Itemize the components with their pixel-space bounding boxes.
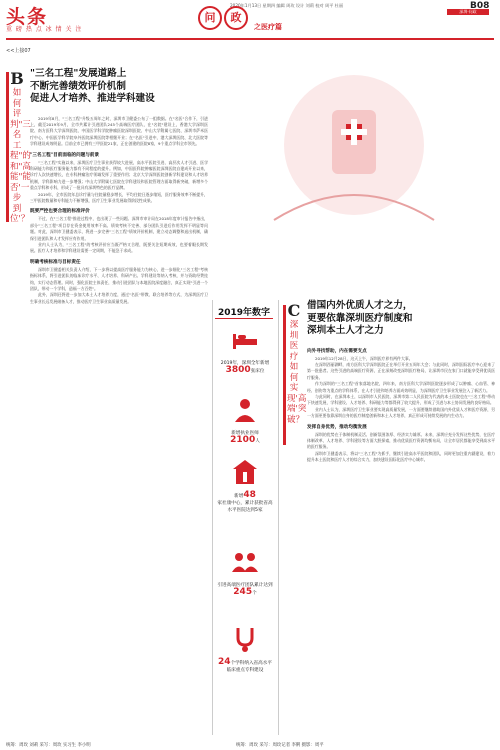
article-c-subhead-1: 向外寻找帮助，内在需要支点 xyxy=(307,348,367,354)
article-c-subhead-2: 发挥自身优势，推动均衡发展 xyxy=(307,424,367,430)
continued-from-marker: <<上接07 xyxy=(6,48,31,54)
stat-teams-pre: 引进高端医疗团队累计达到 xyxy=(217,583,273,588)
byline-right: 统筹：周玫 采写：周玫记者 李俐 摄影：周平 xyxy=(236,743,324,748)
article-b-para-5: 深圳市卫健委相关负责人介绍，下一步将以提高医疗服务能力为核心，进一步细化"三名工程"考核指标体系，将引进团队的临床诊疗水平、人才培养、科研产出、学科建设等纳入考核，并与资助经费挂钩，实行动态管理。同时，强化医院主体责任，推动引进团队与本地医院深度融合，真正实现"引进一个团队，带动一个学科，造福一方百姓"。 xyxy=(30,266,208,292)
stat-beds-post: 张床位 xyxy=(250,369,265,374)
article-c-para-4: 与此同时，在深圳本土，以深圳市人民医院、深圳市第二人民医院为代表的本土医院也在"三名工程"带动下快速发展，学科建设、人才培养、科研能力等都得到了较大提升，形成了引进与本土协同发展的良好格局。 xyxy=(307,393,495,406)
stat-community-value: 48 xyxy=(243,490,256,500)
byline-left: 统筹：周玫 刘莉 采写：周玫 实习生 李小明 xyxy=(6,743,91,748)
left-vertical-question: 如何评判"三名工程"的和"高能"能否'一步到位'？ xyxy=(10,88,31,224)
stat-community-pre: 新增 xyxy=(234,494,244,499)
article-b-headline-3: 促进人才培养、推进学科建设 xyxy=(30,93,155,104)
clinic-icon xyxy=(230,458,260,486)
section-name: 之医疗篇 xyxy=(254,23,282,31)
stamp-zheng: 政 xyxy=(224,6,248,30)
article-b-para-2: 2019年，全市医院年总诊疗量与住院量稳步增长，平均住院日逐步缩短，医疗服务效率不断提升，三甲医院数量和专科能力不断增强，医疗卫生事业发展取得阶段性成果。 xyxy=(30,191,208,203)
stat-doctors-post: 人 xyxy=(255,439,260,444)
stat-doctors xyxy=(217,396,273,445)
hospital-bed-icon xyxy=(230,326,260,354)
article-b-lead: 2019年8月，"三名工程"升级五周年之时，深圳市卫健委公布了一组数据。在"名医"合作下，引进上，截至2019年9月，全市共累计引进团队245个高端医疗团队，在"名院"建设上，香港大学深圳医院、南方医科大学深圳医院、中国医学科学院肿瘤医院深圳医院、中山大学附属七医院、深圳市萨米医疗中心、中国医学科学院阜外医院深圳医院等相继开业；在"名医"引进中，港大深圳医院、北大医院等学科建设成效明显。目前全市已拥有三甲医院21家，正在创建的医院8家，9个重点学科全市领先。 xyxy=(30,115,208,147)
stat-doctors-pre: 新增执业医师 xyxy=(231,431,259,436)
left-vertical-title xyxy=(10,69,31,225)
article-c-para-1: 2019年12月28日，这天上午，深圳医疗界有两件大事。 xyxy=(315,355,413,361)
article-c-headline-2: 更要依靠深圳医疗制度和 xyxy=(307,312,413,324)
article-b-headline-1: "三名工程"发展道路上 xyxy=(30,68,127,79)
article-b-para-1: "三名工程"实施以来，深圳医疗卫生事业获得较大进展，高水平医院引进、高层次人才引进、医学科研能力和医疗服务能力都有不同程度的提升。例如，中国医科院肿瘤医院深圳医院自建成开业以来，诊疗人次快速增长，在专科肿瘤治疗领域发挥了重要作用；北京大学深圳医院创新学科建设和人才培养机制，学科影响力进一步增强；中山大学附属七医院在学科建设和医院管理方面取得新突破，新增多个重点学科和专科，形成了一批具有深圳特色的医疗品牌。 xyxy=(30,159,208,191)
article-c-para-2: 在深圳西丽湖畔，南方医科大学深圳医院正在举行开业五周年大会；与此同时，深圳国际医疗中心迎来了第一批患者。这些引进的高端医疗资源，正在深刻改变深圳医疗格局，让深圳市民在家门口就能享受到优质医疗服务。 xyxy=(307,361,495,380)
column-divider-right xyxy=(278,300,279,735)
stat-disciplines xyxy=(217,625,273,674)
article-c-headline-1: 借国内外优质人才之力， xyxy=(307,300,413,311)
left-accent-bar xyxy=(6,72,9,222)
article-b-para-4: 业内人士认为，"三名工程"的考核评价应当既严格又合理，既要关注短期成效，也要着眼长期发展。医疗人才培养和学科建设需要一定周期，不能急于求成。 xyxy=(30,242,208,254)
stat-disciplines-post: 个学科纳入省高水平临床重点专科建设 xyxy=(226,661,272,673)
section-tag: 深圳·问政 xyxy=(447,9,489,15)
stat-beds-value: 3800 xyxy=(225,365,251,375)
right-vertical-title xyxy=(287,301,307,425)
right-accent-bar xyxy=(283,305,286,445)
stats-title-underline xyxy=(215,318,273,319)
issue-info-line: 2020年1月13日 星期四 编辑 周玫 设计 刘莉 校对 周平 杜丽 xyxy=(230,3,344,8)
column-divider-left xyxy=(212,300,213,735)
article-c-para-6: 深圳的优势在于体制机制灵活、创新氛围浓厚、经济实力雄厚。未来，深圳应充分发挥这些优势，在医疗体制改革、人才培养、学科建设等方面大胆探索，推动优质医疗资源均衡布局，让全市居民都能享受到高水平的医疗服务。 xyxy=(307,431,495,450)
header-illustration xyxy=(214,50,494,290)
article-c-headline-3: 深圳本土人才之力 xyxy=(307,325,384,336)
article-b-headline-2: 不断完善绩效评价机制 xyxy=(30,80,126,92)
stats-title: 2019年数字 xyxy=(218,308,271,318)
masthead: 头条 xyxy=(6,6,49,28)
article-c-para-3: 作为深圳的"三名工程"首家落地名院，四年来，南方医科大学深圳医院逐步形成了以肿瘤、心血管、神经、创伤等为重点的学科体系，在人才引进和培养方面成效明显，为深圳医疗卫生事业发展注入了新活力。 xyxy=(307,381,495,393)
stat-community-centers xyxy=(217,458,273,514)
section-stamps xyxy=(198,6,250,30)
stat-beds-pre: 2019年，深圳全年新增 xyxy=(220,361,270,366)
masthead-subtitle: 重 磅 热 点 冰 情 关 注 xyxy=(6,26,83,33)
stethoscope-icon xyxy=(230,625,260,653)
article-b-subhead-1: "三名工程"目前面临的问题与前景 xyxy=(30,152,100,158)
team-icon xyxy=(230,548,260,576)
header-divider xyxy=(6,38,494,40)
page-number: B08 xyxy=(470,1,490,11)
stat-community-post: 家社康中心，累计获批省高水平医院达到5家 xyxy=(217,501,273,513)
section-letter-b: B xyxy=(10,69,24,88)
stat-teams-value: 245 xyxy=(233,587,253,597)
article-c-para-7: 深圳市卫健委表示，将以"三名工程"为抓手，继续引进高水平医院和团队，同时更加注重内涵建设，着力提升本土医院和医疗人才的综合实力，加快建设国际化医疗中心城市。 xyxy=(307,450,495,463)
right-vertical-question: 深圳医疗如何实现'高端'突破？ xyxy=(287,320,307,425)
article-c-para-5: 业内人士认为，深圳医疗卫生事业要实现高质量发展，一方面要继续借助国内外优质人才和医疗资源，另一方面更要依靠深圳自身的医疗制度创新和本土人才培养，真正形成可持续发展的内生动力。 xyxy=(307,406,495,419)
article-b-para-3: 不过，在"三名工程"推进过程中，也出现了一些问题。深圳市审计局在2018年度审计报告中指出，部分"三名工程"项目存在资金使用效率不高、绩效考核不完善、部分团队引进后作用发挥不明显等问题。对此，深圳市卫健委表示，将进一步完善"三名工程"绩效评价机制，建立动态调整和退出机制，确保引进团队和人才发挥应有作用。 xyxy=(30,216,208,241)
article-c xyxy=(307,300,495,464)
article-b-subhead-2: 既要严控也要合理的标准评价 xyxy=(30,209,90,215)
article-b xyxy=(30,68,208,305)
article-b-para-6: 此外，深圳还将进一步加大本土人才培养力度，通过"名医"带教、联合培养等方式，为深圳医疗卫生事业长远发展储备人才，推动医疗卫生事业高质量发展。 xyxy=(30,292,208,304)
stat-beds xyxy=(217,326,273,375)
stat-teams xyxy=(217,548,273,597)
article-b-subhead-3: 明确考核标准与目标责任 xyxy=(30,259,81,265)
newspaper-header xyxy=(0,0,500,42)
stat-teams-post: 个 xyxy=(252,591,257,596)
stat-doctors-value: 2100 xyxy=(230,435,256,445)
stat-disciplines-value: 24 xyxy=(218,657,231,667)
stamp-wen: 问 xyxy=(198,6,222,30)
section-letter-c: C xyxy=(287,301,301,320)
doctor-icon xyxy=(230,396,260,424)
